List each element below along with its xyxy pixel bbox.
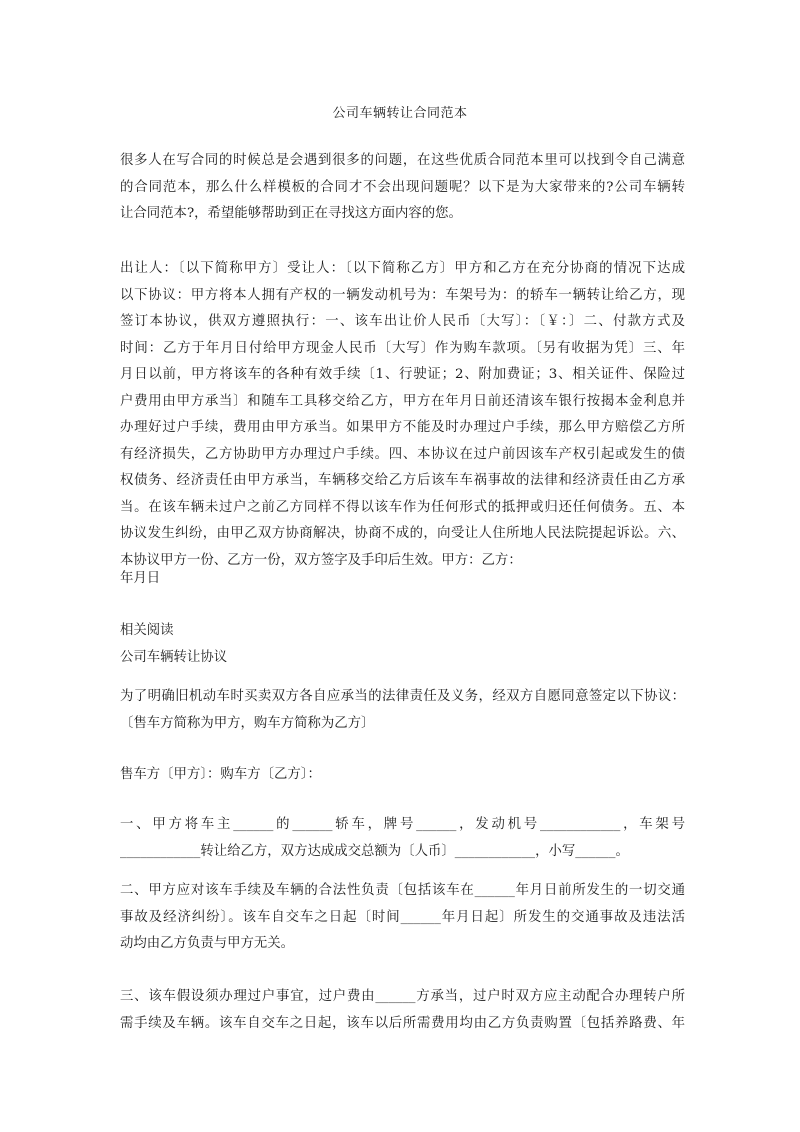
body-line: 以下协议：甲方将本人拥有产权的一辆发动机号为：车架号为：的轿车一辆转让给乙方，现 [120,287,685,303]
agreement-intro [120,684,685,737]
clause-line: 三、该车假设须办理过户事宜，过户费由______方承当，过户时双方应主动配合办理转户所 [120,989,685,1004]
body-line: 出让人：〔以下简称甲方〕受让人：〔以下简称乙方〕甲方和乙方在充分协商的情况下达成 [120,261,685,276]
intro-line: 很多人在写合同的时候总是会遇到很多的问题，在这些优质合同范本里可以找到令自己满意 [120,153,685,168]
parties-line [120,762,685,789]
date-line [120,566,685,593]
date-text: 年月日 [120,571,161,586]
related-heading: 相关阅读 [120,623,174,638]
document-title: 公司车辆转让合同范本 [332,106,468,121]
intro-paragraph [120,148,685,228]
body-line: 当。在该车辆未过户之前乙方同样不得以该车作为任何形式的抵押或归还任何债务。五、本 [120,499,685,515]
clause-line: 一、甲方将车主______的______轿车，牌号______，发动机号____________，车架号 [120,817,685,832]
clause-line: 二、甲方应对该车手续及车辆的合法性负责〔包括该车在______年月日前所发生的一切交通 [120,883,685,898]
intro-line: 让合同范本?，希望能够帮助到正在寻找这方面内容的您。 [120,206,462,221]
body-line: 签订本协议，供双方遵照执行：一、该车出让价人民币〔大写〕：〔￥：〕二、付款方式及 [120,314,685,329]
body-line: 本协议甲方一份、乙方一份，双方签字及手印后生效。甲方：乙方： [120,552,522,568]
related-title: 公司车辆转让协议 [120,649,228,665]
clause-2 [120,878,685,958]
clause-line: 需手续及车辆。该车自交车之日起，该车以后所需费用均由乙方负责购置〔包括养路费、年 [120,1015,685,1031]
body-line: 权债务、经济责任由甲方承当，车辆移交给乙方后该车车祸事故的法律和经济责任由乙方承 [120,473,685,488]
body-line: 时间：乙方于年月日付给甲方现金人民币〔大写〕作为购车款项。〔另有收据为凭〕三、年 [120,340,685,356]
body-line: 有经济损失，乙方协助甲方办理过户手续。四、本协议在过户前因该车产权引起或发生的债 [120,446,685,462]
intro-line: 的合同范本，那么什么样模板的合同才不会出现问题呢？以下是为大家带来的?公司车辆转 [120,179,685,195]
clause-line: 动均由乙方负责与甲方无关。 [120,936,295,951]
clause-line: ____________转让给乙方，双方达成成交总额为〔人币〕____________，小写______。 [120,843,629,859]
body-line: 月日以前，甲方将该车的各种有效手续〔1、行驶证；2、附加费证；3、相关证件、保险过 [120,367,685,382]
clause-3 [120,984,685,1037]
parties-text: 售车方〔甲方〕：购车方〔乙方〕： [120,767,321,782]
clause-1 [120,812,685,865]
body-line: 协议发生纠纷，由甲乙双方协商解决，协商不成的，向受让人住所地人民法院提起诉讼。六、 [120,526,685,541]
body-line: 户费用由甲方承当〕和随车工具移交给乙方，甲方在年月日前还清该车银行按揭本金利息并 [120,393,685,409]
body-paragraph [120,256,685,574]
clause-line: 事故及经济纠纷〕。该车自交车之日起〔时间______年月日起〕所发生的交通事故及违法活 [120,909,685,925]
agreement-intro-line: 为了明确旧机动车时买卖双方各自应承当的法律责任及义务，经双方自愿同意签定以下协议： [120,689,685,704]
related-section [120,618,685,671]
body-line: 办理好过户手续，费用由甲方承当。如果甲方不能及时办理过户手续，那么甲方赔偿乙方所 [120,420,685,435]
agreement-intro-line: 〔售车方简称为甲方，购车方简称为乙方〕 [120,715,375,731]
